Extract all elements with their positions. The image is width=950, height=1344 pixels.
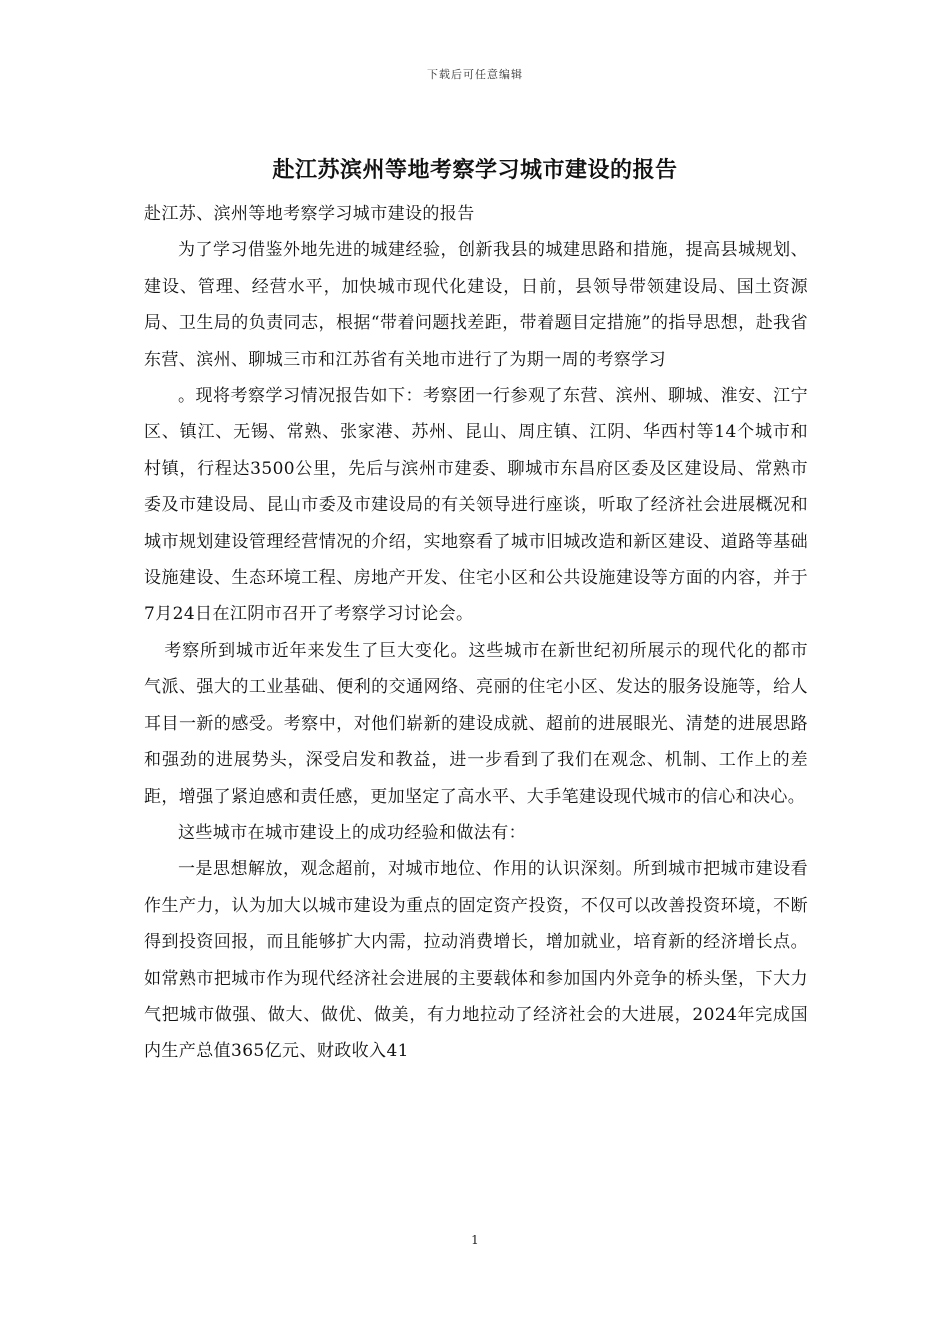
subtitle-paragraph: 赴江苏、滨州等地考察学习城市建设的报告 bbox=[144, 204, 475, 224]
paragraph: 。现将考察学习情况报告如下：考察团一行参观了东营、滨州、聊城、淮安、江宁区、镇江、无锡、常熟、张家港、苏州、昆山、周庄镇、江阴、华西村等14个城市和村镇，行程达3500公里，先后与滨州市建委、聊城市东昌府区委及区建设局、常熟市委及市建设局、昆山市委及市建设局的有关领导进行座谈，听取了经济社会进展概况和城市规划建设管理经营情况的介绍，实地察看了城市旧城改造和新区建设、道路等基础设施建设、生态环境工程、房地产开发、住宅小区和公共设施建设等方面的内容，并于7月24日在江阴市召开了考察学习讨论会。 bbox=[144, 386, 808, 625]
header-note: 下载后可任意编辑 bbox=[427, 68, 523, 81]
page-number: 1 bbox=[471, 1233, 479, 1247]
paragraph: 这些城市在城市建设上的成功经验和做法有： bbox=[178, 822, 526, 843]
document-title: 赴江苏滨州等地考察学习城市建设的报告 bbox=[272, 157, 678, 183]
paragraph: 一是思想解放，观念超前，对城市地位、作用的认识深刻。所到城市把城市建设看作生产力，认为加大以城市建设为重点的固定资产投资，不仅可以改善投资环境，不断得到投资回报，而且能够扩大内需，拉动消费增长，增加就业，培育新的经济增长点。如常熟市把城市作为现代经济社会进展的主要载体和参加国内外竞争的桥头堡，下大力气把城市做强、做大、做优、做美，有力地拉动了经济社会的大进展，2024年完成国内生产总值365亿元、财政收入41 bbox=[144, 859, 808, 1062]
paragraph: 为了学习借鉴外地先进的城建经验，创新我县的城建思路和措施，提高县城规划、建设、管理、经营水平，加快城市现代化建设，日前，县领导带领建设局、国土资源局、卫生局的负责同志，根据“带着问题找差距，带着题目定措施”的指导思想，赴我省东营、滨州、聊城三市和江苏省有关地市进行了为期一周的考察学习 bbox=[144, 240, 808, 370]
document-body bbox=[144, 196, 808, 1070]
paragraph: 考察所到城市近年来发生了巨大变化。这些城市在新世纪初所展示的现代化的都市气派、强大的工业基础、便利的交通网络、亮丽的住宅小区、发达的服务设施等，给人耳目一新的感受。考察中，对他们崭新的建设成就、超前的进展眼光、清楚的进展思路和强劲的进展势头，深受启发和教益，进一步看到了我们在观念、机制、工作上的差距，增强了紧迫感和责任感，更加坚定了高水平、大手笔建设现代城市的信心和决心。 bbox=[144, 640, 808, 807]
